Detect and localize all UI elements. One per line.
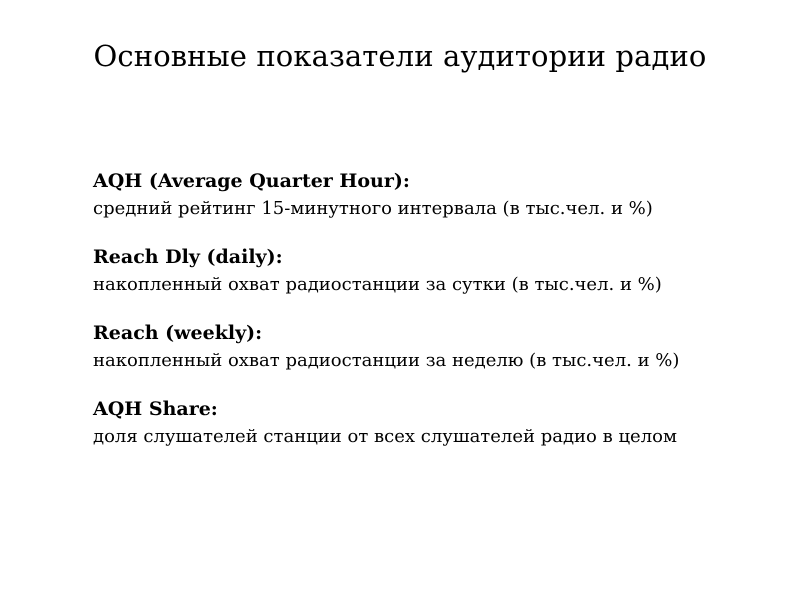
term-description: средний рейтинг 15-минутного интервала (в тыс.чел. и %) (93, 198, 653, 219)
definition-item-aqh-share (93, 395, 773, 451)
term-description: доля слушателей станции от всех слушателей радио в целом (93, 426, 677, 447)
term-name: Reach (weekly): (93, 322, 263, 344)
term-name: Reach Dly (daily): (93, 246, 283, 268)
term-description: накопленный охват радиостанции за неделю (в тыс.чел. и %) (93, 350, 680, 371)
term-name: AQH (Average Quarter Hour): (93, 170, 410, 192)
definition-item-reach-weekly (93, 319, 773, 375)
term-description: накопленный охват радиостанции за сутки (в тыс.чел. и %) (93, 274, 662, 295)
slide-title: Основные показатели аудитории радио (93, 39, 707, 73)
term-name: AQH Share: (93, 398, 218, 420)
definition-item-aqh (93, 167, 773, 223)
definition-item-reach-daily (93, 243, 773, 299)
definitions-list (93, 167, 773, 451)
